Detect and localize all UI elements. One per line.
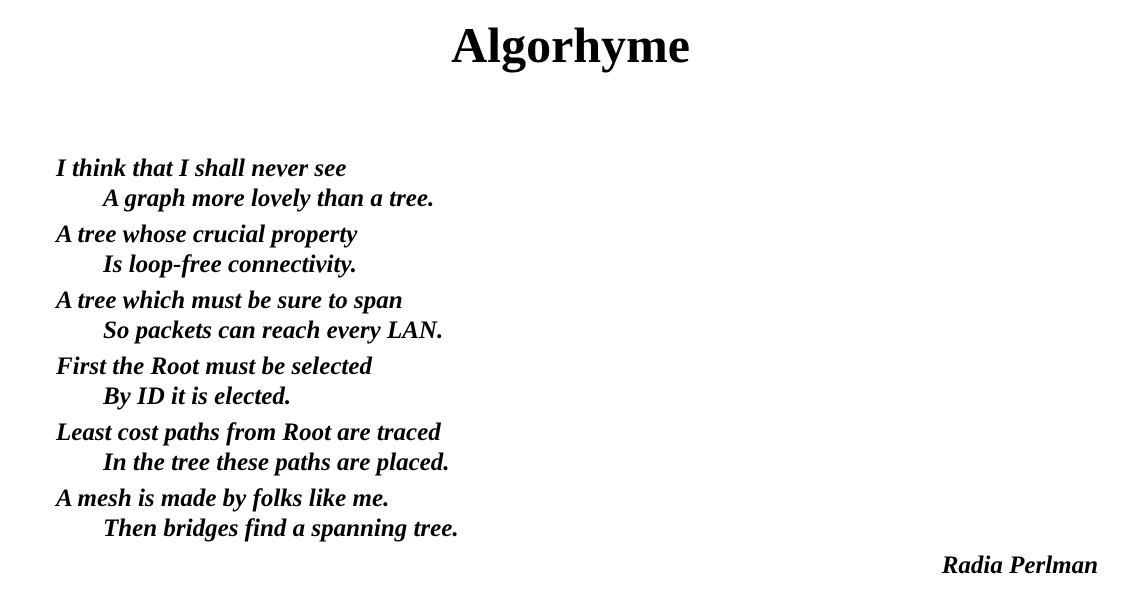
stanza xyxy=(56,220,656,280)
poem-line-indented: Then bridges find a spanning tree. xyxy=(103,515,459,542)
poem-line-indented: In the tree these paths are placed. xyxy=(103,449,450,476)
poem-line: A tree which must be sure to span xyxy=(56,287,403,314)
poem-line: First the Root must be selected xyxy=(56,353,372,380)
poem-body xyxy=(56,154,656,550)
poem-line: I think that I shall never see xyxy=(56,155,347,182)
stanza xyxy=(56,286,656,346)
poem-line: A mesh is made by folks like me. xyxy=(56,485,390,512)
poem-line-indented: So packets can reach every LAN. xyxy=(103,317,444,344)
stanza xyxy=(56,154,656,214)
poem-line-indented: By ID it is elected. xyxy=(103,383,292,410)
stanza xyxy=(56,484,656,544)
poem-title: Algorhyme xyxy=(451,17,690,73)
poem-line-indented: A graph more lovely than a tree. xyxy=(103,185,435,212)
stanza xyxy=(56,352,656,412)
poem-line: Least cost paths from Root are traced xyxy=(56,419,441,446)
poem-line: A tree whose crucial property xyxy=(56,221,358,248)
poem-line-indented: Is loop-free connectivity. xyxy=(103,251,357,278)
stanza xyxy=(56,418,656,478)
poem-author: Radia Perlman xyxy=(941,552,1098,579)
